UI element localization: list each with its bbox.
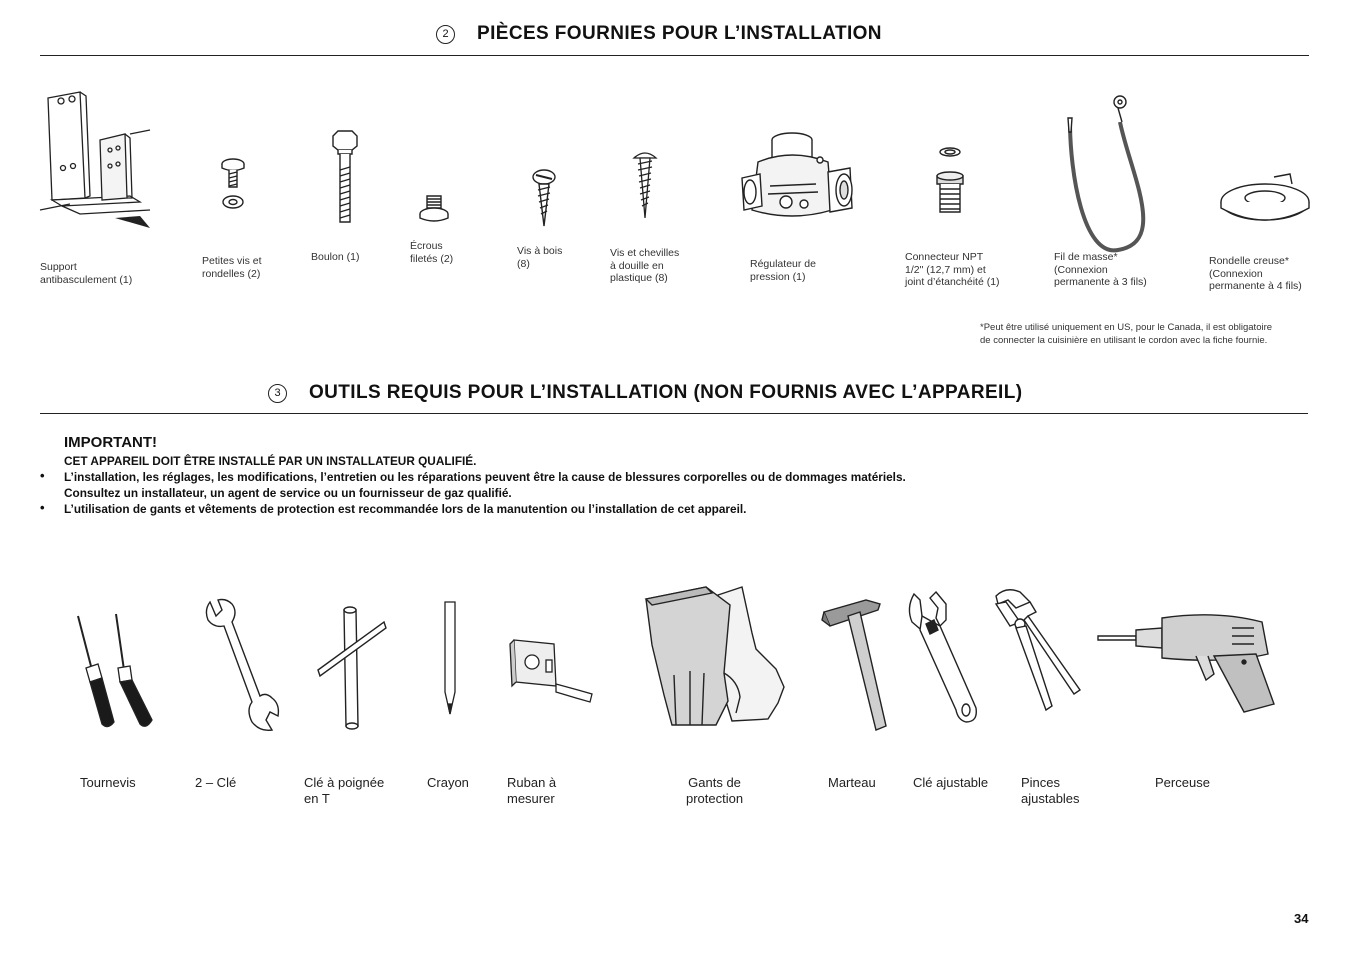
tool-label: Perceuse	[1155, 775, 1210, 790]
drill-icon	[1096, 608, 1284, 718]
part-label: Régulateur de pression (1)	[750, 258, 816, 283]
important-line: Consultez un installateur, un agent de service ou un fournisseur de gaz qualifié.	[64, 486, 512, 500]
part-label: Vis à bois (8)	[517, 245, 563, 270]
part-label: Écrous filetés (2)	[410, 240, 454, 265]
wood-screw-icon	[530, 168, 558, 230]
screw-anchor-icon	[630, 150, 660, 222]
cup-washer-icon	[1218, 172, 1312, 227]
bullet: •	[40, 500, 45, 515]
important-line: CET APPAREIL DOIT ÊTRE INSTALLÉ PAR UN INSTALLATEUR QUALIFIÉ.	[64, 454, 477, 468]
tool-label: Clé ajustable	[913, 775, 989, 790]
footnote: *Peut être utilisé uniquement en US, pour le Canada, il est obligatoire de connecter la cuisinière en utilisant le cordon avec la fiche fournie.	[980, 322, 1273, 346]
divider	[40, 55, 1309, 56]
part-label: Connecteur NPT 1/2" (12,7 mm) et joint d’étanchéité (1)	[905, 251, 1000, 288]
bolt-icon	[330, 130, 360, 228]
small-screw-washer-icon	[218, 157, 248, 212]
tool-label: Marteau	[828, 775, 876, 790]
pliers-icon	[990, 586, 1082, 724]
tool-label: Pinces ajustables	[1021, 775, 1080, 806]
tool-label: Gants de protection	[686, 775, 744, 806]
gloves-icon	[640, 585, 790, 730]
section-3-header	[268, 382, 1022, 404]
tape-measure-icon	[508, 636, 594, 712]
part-label: Support antibasculement (1)	[40, 261, 133, 286]
important-line: L’installation, les réglages, les modifications, l’entretien ou les réparations peuvent être la cause de blessures corporelles ou de dommages matériels.	[64, 470, 906, 484]
t-handle-wrench-icon	[316, 604, 388, 734]
part-label: Boulon (1)	[311, 251, 360, 263]
part-label: Rondelle creuse* (Connexion permanente à 4 fils)	[1209, 255, 1302, 292]
part-label: Fil de masse* (Connexion permanente à 3 fils)	[1054, 251, 1147, 288]
tool-label: 2 – Clé	[195, 775, 237, 790]
section-title: OUTILS REQUIS POUR L’INSTALLATION (NON FOURNIS AVEC L’APPAREIL)	[309, 382, 1023, 403]
section-title: PIÈCES FOURNIES POUR L’INSTALLATION	[477, 23, 882, 44]
tool-label: Tournevis	[80, 775, 136, 790]
tool-label: Crayon	[427, 775, 469, 790]
part-label: Vis et chevilles à douille en plastique (8)	[610, 247, 680, 284]
tool-label: Clé à poignée en T	[304, 775, 385, 806]
part-label: Petites vis et rondelles (2)	[202, 255, 262, 280]
section-2-header	[436, 23, 882, 45]
bullet: •	[40, 468, 45, 483]
divider	[40, 413, 1308, 414]
hammer-icon	[820, 596, 890, 732]
ground-wire-icon	[1058, 92, 1158, 264]
screwdrivers-icon	[70, 608, 160, 730]
important-line: L’utilisation de gants et vêtements de protection est recommandée lors de la manutention ou l’installation de cet appareil.	[64, 502, 747, 516]
section-number: 2	[436, 25, 455, 44]
page-number: 34	[1294, 911, 1309, 926]
open-wrench-icon	[200, 598, 280, 738]
tool-label: Ruban à mesurer	[507, 775, 557, 806]
anti-tip-bracket-icon	[40, 88, 155, 233]
threaded-nut-icon	[418, 194, 450, 224]
pencil-icon	[440, 600, 460, 720]
important-title: IMPORTANT!	[64, 434, 158, 451]
npt-connector-icon	[930, 144, 970, 219]
adjustable-wrench-icon	[906, 590, 976, 724]
pressure-regulator-icon	[740, 130, 855, 225]
section-number: 3	[268, 384, 287, 403]
